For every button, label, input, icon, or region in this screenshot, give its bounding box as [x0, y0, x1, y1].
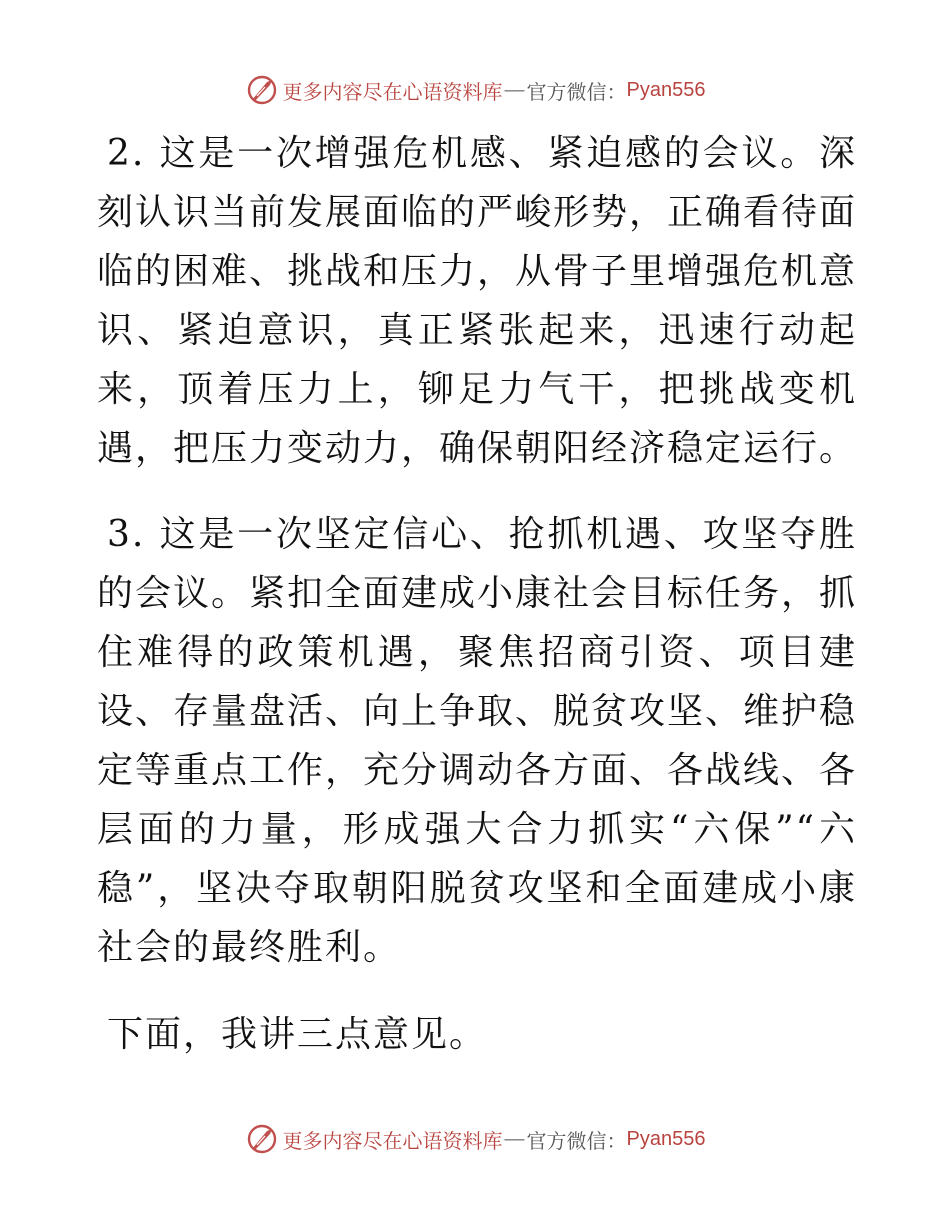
banner-official-label: 官方微信：: [526, 81, 627, 104]
paragraph-point-3: 3. 这是一次坚定信心、抢抓机遇、攻坚夺胜的会议。紧扣全面建成小康社会目标任务，抓住难得的政策机遇，聚焦招商引资、项目建设、存量盘活、向上争取、脱贫攻坚、维护稳定等重点工作，充分调动各方面、各战线、各层面的力量，形成强大合力抓实“六保”“六稳”，坚决夺取朝阳脱贫攻坚和全面建成小康社会的最终胜利。: [97, 514, 858, 968]
document-body: [97, 124, 857, 1064]
banner-title: 更多内容尽在心语资料库: [282, 81, 503, 104]
banner-wechat-id: Pyan556: [626, 78, 706, 101]
banner-separator: —: [504, 78, 525, 101]
paragraph-three-opinions: 下面，我讲三点意见。: [107, 1014, 488, 1055]
banner-separator: —: [504, 1127, 525, 1150]
header-watermark-banner: [0, 70, 950, 110]
quill-pen-logo-icon: [245, 73, 279, 107]
paragraph-point-2: 2. 这是一次增强危机感、紧迫感的会议。深刻认识当前发展面临的严峻形势，正确看待面临的困难、挑战和压力，从骨子里增强危机意识、紧迫意识，真正紧张起来，迅速行动起来，顶着压力上，铆足力气干，把挑战变机遇，把压力变动力，确保朝阳经济稳定运行。: [97, 133, 858, 469]
quill-pen-logo-icon: [245, 1122, 279, 1156]
banner-official-label: 官方微信：: [526, 1130, 627, 1153]
banner-title: 更多内容尽在心语资料库: [282, 1130, 503, 1153]
footer-watermark-banner: [0, 1119, 950, 1159]
banner-wechat-id: Pyan556: [626, 1127, 706, 1150]
